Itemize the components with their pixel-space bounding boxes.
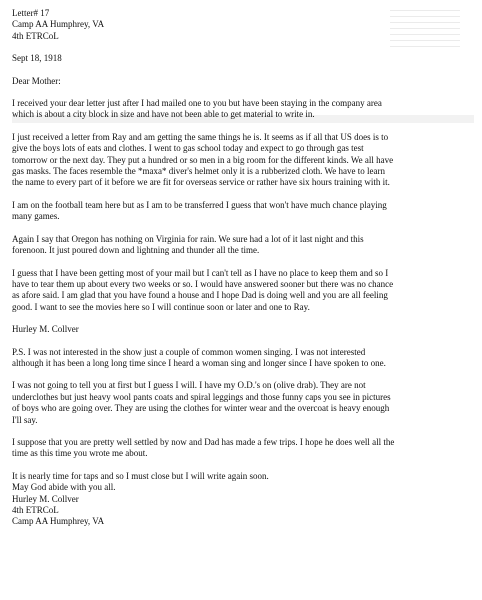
postscript-uniform — [12, 380, 476, 426]
letter-number: Letter# 17 — [12, 8, 50, 18]
text-line: which is about a city block in size and have not been able to get material to write in. — [12, 109, 315, 120]
text-line: gas masks. The faces resemble the *maxa* diver's helmet only it is a rubberized cloth. We have to learn — [12, 166, 385, 177]
paragraph-mail — [12, 268, 476, 314]
paragraph-gas-school — [12, 132, 476, 189]
text-line: forenoon. It just poured down and lightning and thunder all the time. — [12, 245, 260, 256]
signature: Hurley M. Collver — [12, 324, 79, 335]
text-line: time as this time you wrote me about. — [12, 448, 148, 459]
closing-signature: Hurley M. Collver — [12, 493, 79, 504]
text-line: good. I want to see the movies here so I will continue soon or later and one to Ray. — [12, 301, 310, 312]
text-line: underclothes but just heavy wool pants coats and spiral leggings and those funny caps you see in pictures — [12, 391, 391, 402]
text-line: tomorrow or the next day. They put a hundred or so men in a big room for the different kinds. We all have — [12, 154, 394, 165]
text-line: I just received a letter from Ray and am getting the same things he is. It seems as if all that US does is to — [12, 131, 389, 142]
show-through-smudge — [12, 115, 474, 123]
text-line: I guess that I have been getting most of your mail but I can't tell as I have no place to keep them and so I — [12, 267, 389, 278]
text-line: have to tear them up about every two weeks or so. I would have answered sooner but there was no chance — [12, 278, 394, 289]
salutation: Dear Mother: — [12, 75, 61, 86]
camp-location: Camp AA Humphrey, VA — [12, 19, 105, 30]
text-line: I'll say. — [12, 414, 38, 425]
text-line: I was not going to tell you at first but I guess I will. I have my O.D.'s on (olive drab). They are not — [12, 380, 366, 391]
show-through-text — [390, 10, 460, 50]
closing-unit: 4th ETRCoL — [12, 505, 59, 515]
unit-name: 4th ETRCoL — [12, 30, 59, 41]
text-line: P.S. I was not interested in the show just a couple of common women singing. I was not interested — [12, 346, 366, 357]
text-line: I suppose that you are pretty well settled by now and Dad has made a few trips. I hope he does well all the — [12, 436, 395, 447]
postscript-show — [12, 347, 476, 370]
text-line: I received your dear letter just after I had mailed one to you but have been staying in the company area — [12, 98, 382, 109]
text-line: give the boys lots of eats and clothes. I went to gas school today and expect to go through gas test — [12, 143, 364, 154]
paragraph-football — [12, 200, 476, 223]
closing-blessing: May God abide with you all. — [12, 482, 116, 493]
closing-camp: Camp AA Humphrey, VA — [12, 516, 105, 527]
postscript-settled — [12, 437, 476, 460]
letter-date: Sept 18, 1918 — [12, 53, 62, 64]
text-line: I am on the football team here but as I am to be transferred I guess that won't have much chance playing — [12, 199, 387, 210]
closing-block — [12, 471, 476, 528]
text-line: many games. — [12, 211, 60, 222]
text-line: although it has been a long long time since I heard a woman sing and longer since I have spoken to one. — [12, 357, 386, 368]
text-line: the name to every part of it before we are fit for overseas service or rather have six hours training with it. — [12, 177, 390, 188]
text-line: Again I say that Oregon has nothing on Virginia for rain. We sure had a lot of it last night and this — [12, 233, 364, 244]
closing-line: It is nearly time for taps and so I must close but I will write again soon. — [12, 470, 269, 481]
paragraph-rain — [12, 234, 476, 257]
text-line: of boys who are going over. They are using the clothes for winter wear and the overcoat is heavy enough — [12, 403, 390, 414]
text-line: as afore said. I am glad that you have found a house and I hope Dad is doing well and you are all feeling — [12, 290, 388, 301]
